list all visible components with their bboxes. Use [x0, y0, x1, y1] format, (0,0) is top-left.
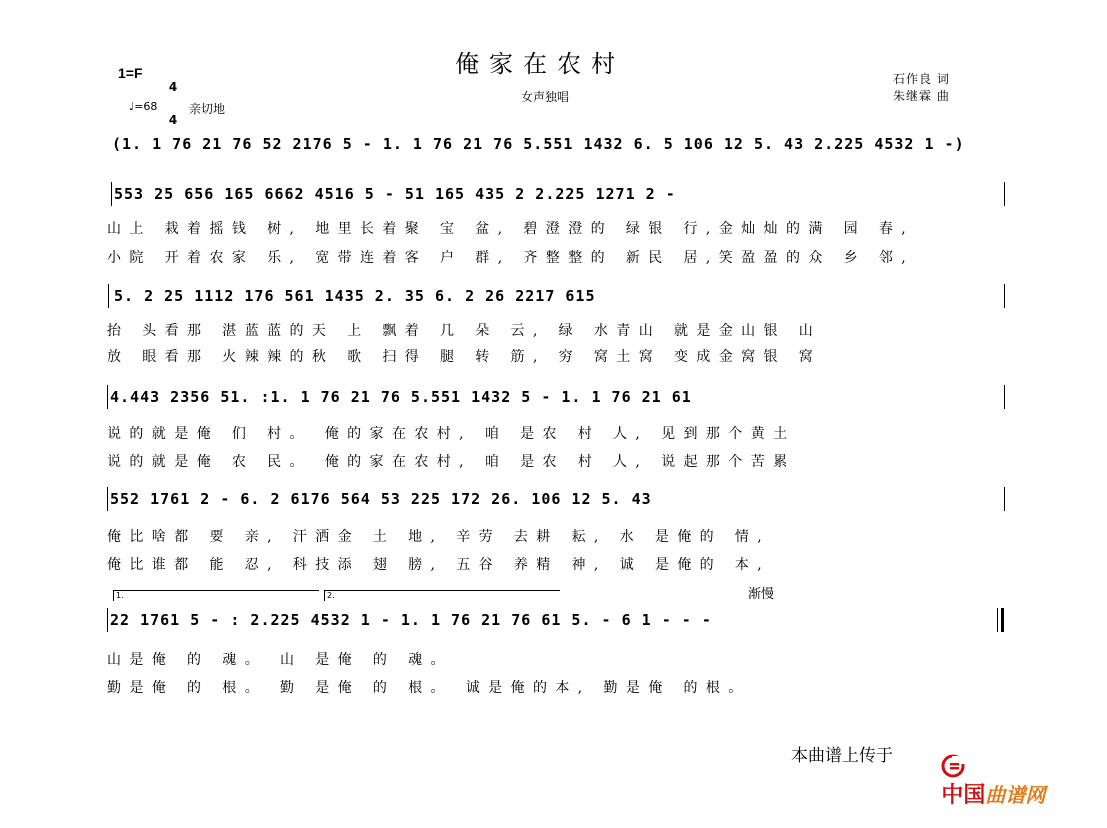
final-bar-thin	[997, 608, 998, 632]
bar-line	[107, 385, 108, 409]
time-signature-bottom: 4	[168, 113, 178, 127]
lyrics-line-2-verse-1: 山上 栽着摇钱 树, 地里长着聚 宝 盆, 碧澄澄的 绿银 行,金灿灿的满 园 春,	[107, 221, 915, 237]
bar-line	[1004, 487, 1005, 511]
second-ending-label: 2.	[327, 591, 335, 600]
key-signature: 1=F	[118, 65, 143, 81]
bar-line	[1004, 284, 1005, 308]
bar-line	[108, 284, 109, 308]
lyrics-line-4-verse-1: 说的就是俺 们 村。 俺的家在农村, 咱 是农 村 人, 见到那个黄土	[107, 426, 796, 442]
expression-marking: 亲切地	[189, 102, 226, 116]
bar-line	[107, 487, 108, 511]
site-logo-main: 中国	[941, 783, 986, 808]
tempo-marking: ♩=68	[129, 100, 158, 113]
notation-line-1: (1. 1 76 21 76 52 2176 5 - 1. 1 76 21 76 5.551 1432 6. 5 106 12 5. 43 2.225 4532 1 -)	[112, 135, 965, 153]
first-ending-bracket	[113, 590, 319, 601]
time-signature-top: 4	[168, 80, 178, 94]
lyricist-credit: 石作良 词	[893, 72, 950, 86]
bar-line	[1004, 182, 1005, 206]
notation-line-4: 4.443 2356 51. :1. 1 76 21 76 5.551 1432 5 - 1. 1 76 21 61	[110, 388, 692, 406]
notation-line-2: 553 25 656 165 6662 4516 5 - 51 165 435 2 2.225 1271 2 -	[114, 185, 676, 203]
notation-line-3: 5. 2 25 1112 176 561 1435 2. 35 6. 2 26 2217 615	[114, 287, 596, 305]
song-subtitle: 女声独唱	[521, 90, 570, 104]
composer-credit: 朱继霖 曲	[893, 89, 950, 103]
lyrics-line-5-verse-1: 俺比啥都 要 亲, 汗洒金 土 地, 辛劳 去耕 耘, 水 是俺的 情,	[107, 529, 771, 545]
lyrics-line-5-verse-2: 俺比谁都 能 忍, 科技添 翅 膀, 五谷 养精 神, 诚 是俺的 本,	[107, 557, 771, 573]
song-title: 俺家在农村	[455, 50, 625, 78]
site-logo-icon	[941, 754, 965, 778]
lyrics-line-3-verse-1: 抬 头看那 湛蓝蓝的天 上 飘着 几 朵 云, 绿 水青山 就是金山银 山	[107, 323, 822, 339]
bar-line	[1004, 385, 1005, 409]
notation-line-6: 22 1761 5 - : 2.225 4532 1 - 1. 1 76 21 76 61 5. - 6 1 - - -	[110, 611, 712, 629]
site-logo[interactable]	[921, 735, 1083, 808]
lyrics-line-2-verse-2: 小院 开着农家 乐, 宽带连着客 户 群, 齐整整的 新民 居,笑盈盈的众 乡 邻,	[107, 250, 915, 266]
lyrics-line-6-verse-2: 勤是俺 的 根。 勤 是俺 的 根。 诚是俺的本, 勤是俺 的根。	[107, 680, 751, 696]
second-ending-bracket	[324, 590, 560, 601]
bar-line	[107, 608, 108, 632]
first-ending-label: 1.	[116, 591, 124, 600]
notation-line-5: 552 1761 2 - 6. 2 6176 564 53 225 172 26. 106 12 5. 43	[110, 490, 652, 508]
tempo-change-marking: 渐慢	[748, 587, 775, 602]
lyrics-line-4-verse-2: 说的就是俺 农 民。 俺的家在农村, 咱 是农 村 人, 说起那个苦累	[107, 454, 796, 470]
upload-note: 本曲谱上传于	[791, 746, 893, 766]
bar-line	[111, 182, 112, 206]
final-bar-heavy	[1001, 608, 1004, 632]
lyrics-line-6-verse-1: 山是俺 的 魂。 山 是俺 的 魂。	[107, 652, 453, 668]
site-logo-tail: 曲谱网	[985, 783, 1046, 807]
lyrics-line-3-verse-2: 放 眼看那 火辣辣的秋 歌 扫得 腿 转 筋, 穷 窝土窝 变成金窝银 窝	[107, 349, 822, 365]
